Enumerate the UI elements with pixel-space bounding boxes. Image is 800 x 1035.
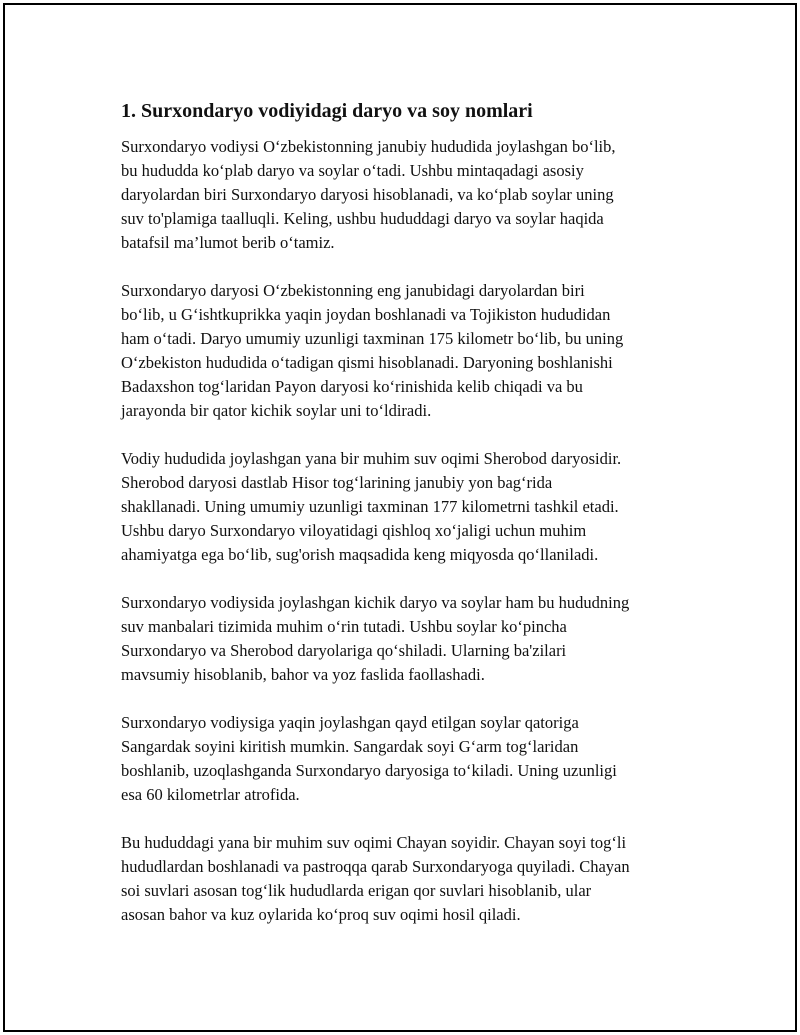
document-body [121, 99, 701, 951]
paragraph-1: Surxondaryo vodiysi O‘zbekistonning janubiy hududida joylashgan bo‘lib, bu hududda ko‘plab daryo va soylar o‘tadi. Ushbu mintaqadagi asosiy daryolardan biri Surxondaryo daryosi hisoblanadi, va ko‘plab soylar uning suv to'plamiga taalluqli. Keling, ushbu hududdagi daryo va soylar haqida batafsil ma’lumot berib o‘tamiz. [121, 137, 616, 252]
section-heading: 1. Surxondaryo vodiyidagi daryo va soy nomlari [121, 100, 533, 122]
paragraph-4: Surxondaryo vodiysida joylashgan kichik daryo va soylar ham bu hududning suv manbalari tizimida muhim o‘rin tutadi. Ushbu soylar ko‘pincha Surxondaryo va Sherobod daryolariga qo‘shiladi. Ularning ba'zilari mavsumiy hisoblanib, bahor va yoz faslida faollashadi. [121, 593, 630, 684]
page-frame [3, 3, 797, 1032]
paragraph-2: Surxondaryo daryosi O‘zbekistonning eng janubidagi daryolardan biri bo‘lib, u G‘ishtkuprikka yaqin joydan boshlanadi va Tojikiston hududidan ham o‘tadi. Daryo umumiy uzunligi taxminan 175 kilometr bo‘lib, bu uning O‘zbekiston hududida o‘tadigan qismi hisoblanadi. Daryoning boshlanishi Badaxshon tog‘laridan Payon daryosi ko‘rinishida kelib chiqadi va bu jarayonda bir qator kichik soylar uni to‘ldiradi. [121, 281, 624, 420]
paragraph-6: Bu hududdagi yana bir muhim suv oqimi Chayan soyidir. Chayan soyi tog‘li hududlardan boshlanadi va pastroqqa qarab Surxondaryoga quyiladi. Chayan soi suvlari asosan tog‘lik hududlarda erigan qor suvlari hisoblanib, ular asosan bahor va kuz oylarida ko‘proq suv oqimi hosil qiladi. [121, 833, 630, 924]
paragraph-5: Surxondaryo vodiysiga yaqin joylashgan qayd etilgan soylar qatoriga Sangardak soyini kiritish mumkin. Sangardak soyi G‘arm tog‘laridan boshlanib, uzoqlashganda Surxondaryo daryosiga to‘kiladi. Uning uzunligi esa 60 kilometrlar atrofida. [121, 713, 617, 804]
paragraph-3: Vodiy hududida joylashgan yana bir muhim suv oqimi Sherobod daryosidir. Sherobod daryosi dastlab Hisor tog‘larining janubiy yon bag‘rida shakllanadi. Uning umumiy uzunligi taxminan 177 kilometrni tashkil etadi. Ushbu daryo Surxondaryo viloyatidagi qishloq xo‘jaligi uchun muhim ahamiyatga ega bo‘lib, sug'orish maqsadida keng miqyosda qo‘llaniladi. [121, 449, 622, 564]
